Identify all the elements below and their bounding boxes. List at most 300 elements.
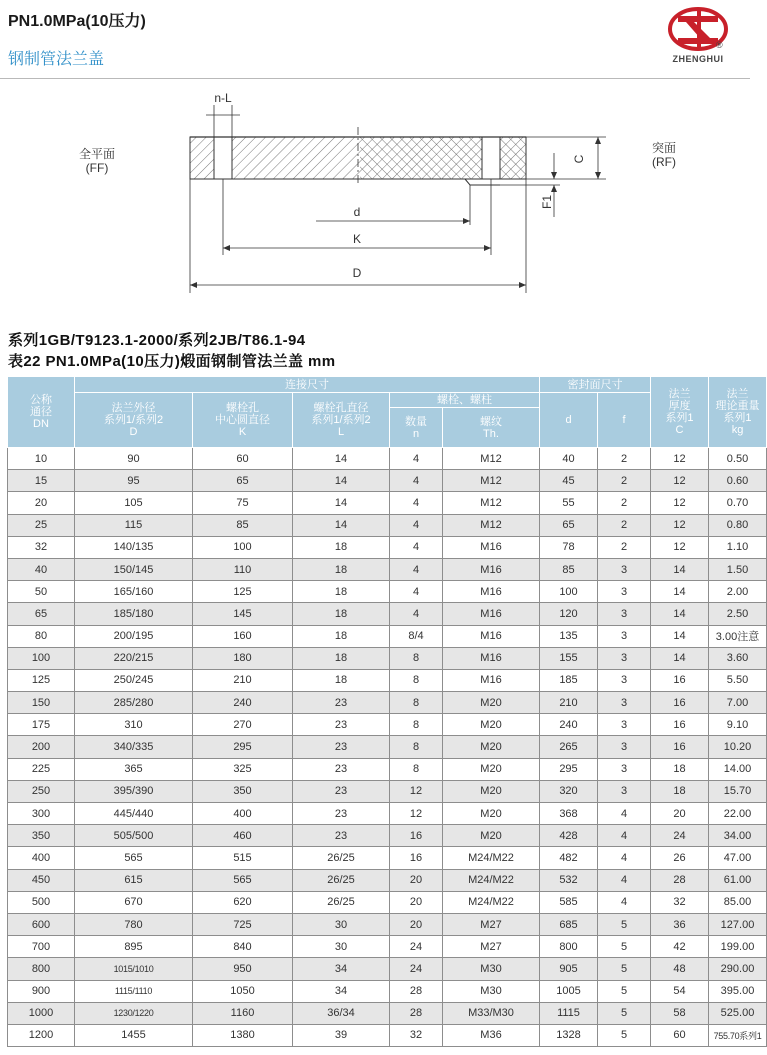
table-row	[8, 913, 767, 935]
table-cell: 40	[540, 448, 598, 470]
table-cell: 15.70	[709, 780, 767, 802]
table-row	[8, 448, 767, 470]
table-cell: 180	[193, 647, 293, 669]
table-cell: 200	[8, 736, 75, 758]
table-row	[8, 492, 767, 514]
table-cell: 2.00	[709, 581, 767, 603]
dim-label-f1: F1	[540, 195, 554, 210]
table-row	[8, 625, 767, 647]
table-cell: M30	[443, 980, 540, 1002]
table-cell: 23	[293, 803, 390, 825]
page-subtitle: 钢制管法兰盖	[8, 51, 105, 68]
table-cell: 18	[293, 581, 390, 603]
table-cell: 24	[390, 936, 443, 958]
table-cell: 5	[598, 1002, 651, 1024]
table-cell: 4	[390, 603, 443, 625]
table-cell: 700	[8, 936, 75, 958]
table-cell: M16	[443, 603, 540, 625]
table-cell: M12	[443, 492, 540, 514]
table-cell: 800	[8, 958, 75, 980]
table-cell: M20	[443, 803, 540, 825]
table-cell: 5	[598, 958, 651, 980]
table-row	[8, 558, 767, 580]
table-cell: 65	[193, 470, 293, 492]
table-cell: 135	[540, 625, 598, 647]
table-cell: 4	[390, 448, 443, 470]
table-cell: M12	[443, 448, 540, 470]
table-row	[8, 869, 767, 891]
table-cell: 10	[8, 448, 75, 470]
table-cell: 1160	[193, 1002, 293, 1024]
table-cell: 110	[193, 558, 293, 580]
header-connection: 连接尺寸	[75, 377, 540, 393]
table-cell: 65	[8, 603, 75, 625]
table-cell: 125	[193, 581, 293, 603]
header-f: f	[598, 393, 651, 448]
table-row	[8, 736, 767, 758]
table-cell: 1115	[540, 1002, 598, 1024]
table-cell: 4	[598, 869, 651, 891]
table-cell: 8/4	[390, 625, 443, 647]
table-cell: 14.00	[709, 758, 767, 780]
table-cell: 36/34	[293, 1002, 390, 1024]
table-cell: 240	[540, 714, 598, 736]
table-cell: 0.50	[709, 448, 767, 470]
table-cell: 3	[598, 558, 651, 580]
table-row	[8, 936, 767, 958]
dim-label-d-big: D	[352, 266, 362, 280]
table-cell: 3	[598, 647, 651, 669]
table-cell: 4	[390, 536, 443, 558]
table-cell: 12	[651, 514, 709, 536]
table-cell: 125	[8, 669, 75, 691]
table-cell: 16	[390, 825, 443, 847]
table-row	[8, 692, 767, 714]
header-dn: 公称 通径 DN	[8, 377, 75, 448]
table-cell: 4	[598, 891, 651, 913]
table-cell: 12	[651, 448, 709, 470]
table-cell: 23	[293, 758, 390, 780]
table-cell: 24	[390, 958, 443, 980]
table-cell: 2	[598, 536, 651, 558]
table-cell: 12	[390, 780, 443, 802]
table-cell: 1328	[540, 1024, 598, 1046]
table-row	[8, 891, 767, 913]
table-cell: 28	[390, 1002, 443, 1024]
table-cell: 20	[390, 869, 443, 891]
standard-reference: 系列1GB/T9123.1-2000/系列2JB/T86.1-94	[8, 332, 306, 349]
table-cell: 36	[651, 913, 709, 935]
table-cell: 85	[540, 558, 598, 580]
table-cell: 145	[193, 603, 293, 625]
table-cell: 30	[293, 936, 390, 958]
table-cell: 65	[540, 514, 598, 536]
table-row	[8, 581, 767, 603]
table-cell: 755.70系列1	[709, 1024, 767, 1046]
table-cell: M20	[443, 692, 540, 714]
table-cell: 23	[293, 780, 390, 802]
table-cell: 115	[75, 514, 193, 536]
table-cell: 25	[8, 514, 75, 536]
table-cell: 4	[598, 847, 651, 869]
table-cell: 3	[598, 581, 651, 603]
table-cell: 14	[293, 448, 390, 470]
table-cell: 368	[540, 803, 598, 825]
table-cell: 200/195	[75, 625, 193, 647]
table-cell: 482	[540, 847, 598, 869]
table-cell: 1230/1220	[75, 1002, 193, 1024]
table-cell: 780	[75, 913, 193, 935]
table-cell: 900	[8, 980, 75, 1002]
table-cell: 14	[293, 492, 390, 514]
table-cell: M24/M22	[443, 869, 540, 891]
table-cell: 100	[193, 536, 293, 558]
table-cell: 350	[193, 780, 293, 802]
table-cell: 105	[75, 492, 193, 514]
table-cell: 2	[598, 514, 651, 536]
table-cell: 3	[598, 736, 651, 758]
table-cell: 5	[598, 913, 651, 935]
table-cell: 240	[193, 692, 293, 714]
table-cell: 340/335	[75, 736, 193, 758]
table-cell: 565	[75, 847, 193, 869]
header-d: d	[540, 393, 598, 448]
table-cell: 95	[75, 470, 193, 492]
header-bolt-circle: 螺栓孔 中心圆直径 K	[193, 393, 293, 448]
table-cell: 210	[193, 669, 293, 691]
table-cell: 445/440	[75, 803, 193, 825]
table-cell: 120	[540, 603, 598, 625]
table-cell: 85.00	[709, 891, 767, 913]
table-cell: 620	[193, 891, 293, 913]
table-cell: 725	[193, 913, 293, 935]
table-row	[8, 647, 767, 669]
label-raised-face: 突面 (RF)	[651, 141, 676, 169]
header-outer-diameter: 法兰外径 系列1/系列2 D	[75, 393, 193, 448]
table-cell: 500	[8, 891, 75, 913]
table-cell: 0.60	[709, 470, 767, 492]
table-cell: 565	[193, 869, 293, 891]
table-cell: 5	[598, 1024, 651, 1046]
header-bolts: 螺栓、螺柱	[390, 393, 540, 408]
table-caption: 表22 PN1.0MPa(10压力)煅面钢制管法兰盖 mm	[8, 353, 336, 370]
table-cell: 100	[540, 581, 598, 603]
table-cell: 2.50	[709, 603, 767, 625]
table-cell: 18	[293, 625, 390, 647]
table-cell: 3.00注意	[709, 625, 767, 647]
table-cell: 905	[540, 958, 598, 980]
table-cell: 400	[193, 803, 293, 825]
table-cell: 4	[598, 825, 651, 847]
header-seal: 密封面尺寸	[540, 377, 651, 393]
table-cell: M24/M22	[443, 891, 540, 913]
header-divider	[0, 78, 750, 79]
table-cell: M20	[443, 780, 540, 802]
table-cell: M16	[443, 536, 540, 558]
table-cell: 5	[598, 980, 651, 1002]
table-cell: 532	[540, 869, 598, 891]
dim-label-k: K	[352, 232, 361, 246]
header-weight: 法兰 理论重量 系列1 kg	[709, 377, 767, 448]
table-cell: 14	[651, 558, 709, 580]
dim-label-nl: n-L	[214, 91, 232, 105]
table-cell: 8	[390, 714, 443, 736]
table-cell: 18	[293, 647, 390, 669]
table-cell: 1380	[193, 1024, 293, 1046]
table-cell: 8	[390, 736, 443, 758]
table-cell: 18	[293, 669, 390, 691]
header-thickness: 法兰 厚度 系列1 C	[651, 377, 709, 448]
table-cell: 14	[651, 581, 709, 603]
table-cell: 325	[193, 758, 293, 780]
table-cell: 3	[598, 669, 651, 691]
table-cell: 4	[390, 558, 443, 580]
table-cell: 60	[193, 448, 293, 470]
table-cell: 320	[540, 780, 598, 802]
table-cell: 250	[8, 780, 75, 802]
table-cell: 85	[193, 514, 293, 536]
table-cell: 127.00	[709, 913, 767, 935]
table-cell: 150	[8, 692, 75, 714]
table-cell: 505/500	[75, 825, 193, 847]
table-cell: 26/25	[293, 847, 390, 869]
table-cell: 685	[540, 913, 598, 935]
table-cell: 270	[193, 714, 293, 736]
table-row	[8, 1002, 767, 1024]
table-cell: 22.00	[709, 803, 767, 825]
table-cell: 185	[540, 669, 598, 691]
table-cell: 16	[651, 714, 709, 736]
table-cell: 585	[540, 891, 598, 913]
table-cell: 24	[651, 825, 709, 847]
table-cell: 295	[540, 758, 598, 780]
dim-label-c: C	[572, 154, 586, 164]
table-cell: 210	[540, 692, 598, 714]
table-cell: 670	[75, 891, 193, 913]
table-cell: 55	[540, 492, 598, 514]
table-cell: 155	[540, 647, 598, 669]
table-row	[8, 470, 767, 492]
table-cell: 1000	[8, 1002, 75, 1024]
table-cell: 16	[651, 692, 709, 714]
table-cell: 12	[651, 470, 709, 492]
table-cell: 0.80	[709, 514, 767, 536]
table-cell: 2	[598, 470, 651, 492]
table-cell: M20	[443, 825, 540, 847]
table-cell: 290.00	[709, 958, 767, 980]
flange-dimension-table	[7, 376, 767, 1047]
table-cell: 50	[8, 581, 75, 603]
table-cell: 15	[8, 470, 75, 492]
table-cell: 1455	[75, 1024, 193, 1046]
table-cell: 265	[540, 736, 598, 758]
table-cell: 45	[540, 470, 598, 492]
table-cell: 8	[390, 692, 443, 714]
table-cell: 23	[293, 825, 390, 847]
table-cell: 199.00	[709, 936, 767, 958]
table-cell: 10.20	[709, 736, 767, 758]
table-cell: M33/M30	[443, 1002, 540, 1024]
table-cell: M20	[443, 714, 540, 736]
table-cell: 26	[651, 847, 709, 869]
table-cell: 18	[293, 558, 390, 580]
table-cell: 3	[598, 780, 651, 802]
table-cell: 365	[75, 758, 193, 780]
table-cell: M12	[443, 470, 540, 492]
table-cell: 4	[390, 492, 443, 514]
table-cell: M12	[443, 514, 540, 536]
table-cell: 840	[193, 936, 293, 958]
table-cell: M16	[443, 558, 540, 580]
table-cell: 395/390	[75, 780, 193, 802]
table-cell: 23	[293, 736, 390, 758]
table-cell: 450	[8, 869, 75, 891]
table-cell: 80	[8, 625, 75, 647]
table-cell: 800	[540, 936, 598, 958]
table-row	[8, 514, 767, 536]
table-cell: 100	[8, 647, 75, 669]
table-cell: 16	[651, 736, 709, 758]
table-cell: 14	[293, 470, 390, 492]
table-cell: 295	[193, 736, 293, 758]
table-cell: 515	[193, 847, 293, 869]
table-cell: 18	[651, 758, 709, 780]
table-cell: 47.00	[709, 847, 767, 869]
table-cell: M16	[443, 647, 540, 669]
table-cell: 5	[598, 936, 651, 958]
table-cell: 20	[390, 913, 443, 935]
table-cell: 160	[193, 625, 293, 647]
table-cell: M20	[443, 736, 540, 758]
table-row	[8, 603, 767, 625]
table-cell: 8	[390, 758, 443, 780]
table-cell: 285/280	[75, 692, 193, 714]
table-cell: 32	[8, 536, 75, 558]
table-cell: 32	[390, 1024, 443, 1046]
table-cell: 3	[598, 603, 651, 625]
table-cell: 4	[390, 470, 443, 492]
table-cell: 20	[8, 492, 75, 514]
table-cell: 28	[651, 869, 709, 891]
table-cell: 165/160	[75, 581, 193, 603]
table-cell: 60	[651, 1024, 709, 1046]
table-row	[8, 780, 767, 802]
table-body	[8, 448, 767, 1047]
table-cell: 3	[598, 758, 651, 780]
table-row	[8, 714, 767, 736]
table-row	[8, 847, 767, 869]
table-cell: 12	[390, 803, 443, 825]
table-cell: M27	[443, 913, 540, 935]
flange-cover-diagram	[60, 85, 700, 295]
table-cell: 12	[651, 536, 709, 558]
table-cell: 18	[651, 780, 709, 802]
table-cell: 3.60	[709, 647, 767, 669]
page-title: PN1.0MPa(10压力)	[8, 13, 146, 30]
table-cell: 18	[293, 603, 390, 625]
table-cell: 14	[651, 647, 709, 669]
table-cell: 4	[598, 803, 651, 825]
table-cell: 40	[8, 558, 75, 580]
table-cell: 1.50	[709, 558, 767, 580]
table-cell: 525.00	[709, 1002, 767, 1024]
brand-name: ZHENGHUI	[672, 54, 724, 64]
table-cell: M27	[443, 936, 540, 958]
table-cell: 34	[293, 980, 390, 1002]
dim-label-d-small: d	[353, 205, 361, 219]
table-cell: 400	[8, 847, 75, 869]
table-cell: 350	[8, 825, 75, 847]
registered-mark: ®	[716, 40, 723, 50]
table-cell: 3	[598, 625, 651, 647]
table-cell: 950	[193, 958, 293, 980]
table-row	[8, 980, 767, 1002]
table-cell: 26/25	[293, 891, 390, 913]
table-cell: 14	[651, 603, 709, 625]
table-cell: M20	[443, 758, 540, 780]
table-cell: M16	[443, 669, 540, 691]
table-cell: 78	[540, 536, 598, 558]
table-cell: 18	[293, 536, 390, 558]
table-cell: 2	[598, 448, 651, 470]
table-cell: 14	[651, 625, 709, 647]
table-cell: 32	[651, 891, 709, 913]
table-cell: 23	[293, 714, 390, 736]
brand-logo	[664, 4, 744, 70]
flange-cross-section	[60, 85, 700, 295]
table-cell: 4	[390, 581, 443, 603]
table-cell: 220/215	[75, 647, 193, 669]
table-row	[8, 958, 767, 980]
table-cell: M16	[443, 625, 540, 647]
table-cell: 310	[75, 714, 193, 736]
table-cell: 615	[75, 869, 193, 891]
table-row	[8, 758, 767, 780]
table-cell: 428	[540, 825, 598, 847]
table-cell: M16	[443, 581, 540, 603]
table-cell: 140/135	[75, 536, 193, 558]
table-cell: 1050	[193, 980, 293, 1002]
table-cell: 34	[293, 958, 390, 980]
table-cell: 1.10	[709, 536, 767, 558]
table-cell: 1005	[540, 980, 598, 1002]
table-cell: 90	[75, 448, 193, 470]
table-cell: 250/245	[75, 669, 193, 691]
table-cell: 1115/1110	[75, 980, 193, 1002]
table-cell: 34.00	[709, 825, 767, 847]
table-cell: 1200	[8, 1024, 75, 1046]
table-cell: 48	[651, 958, 709, 980]
table-cell: 9.10	[709, 714, 767, 736]
table-row	[8, 1024, 767, 1046]
table-cell: 7.00	[709, 692, 767, 714]
table-cell: 23	[293, 692, 390, 714]
table-cell: 600	[8, 913, 75, 935]
table-cell: 28	[390, 980, 443, 1002]
table-cell: 58	[651, 1002, 709, 1024]
table-cell: 225	[8, 758, 75, 780]
header-quantity: 数量 n	[390, 408, 443, 448]
table-cell: 26/25	[293, 869, 390, 891]
table-cell: 16	[651, 669, 709, 691]
table-cell: M36	[443, 1024, 540, 1046]
table-cell: 3	[598, 714, 651, 736]
table-cell: 61.00	[709, 869, 767, 891]
table-cell: 395.00	[709, 980, 767, 1002]
table-row	[8, 825, 767, 847]
table-cell: 185/180	[75, 603, 193, 625]
table-cell: 39	[293, 1024, 390, 1046]
